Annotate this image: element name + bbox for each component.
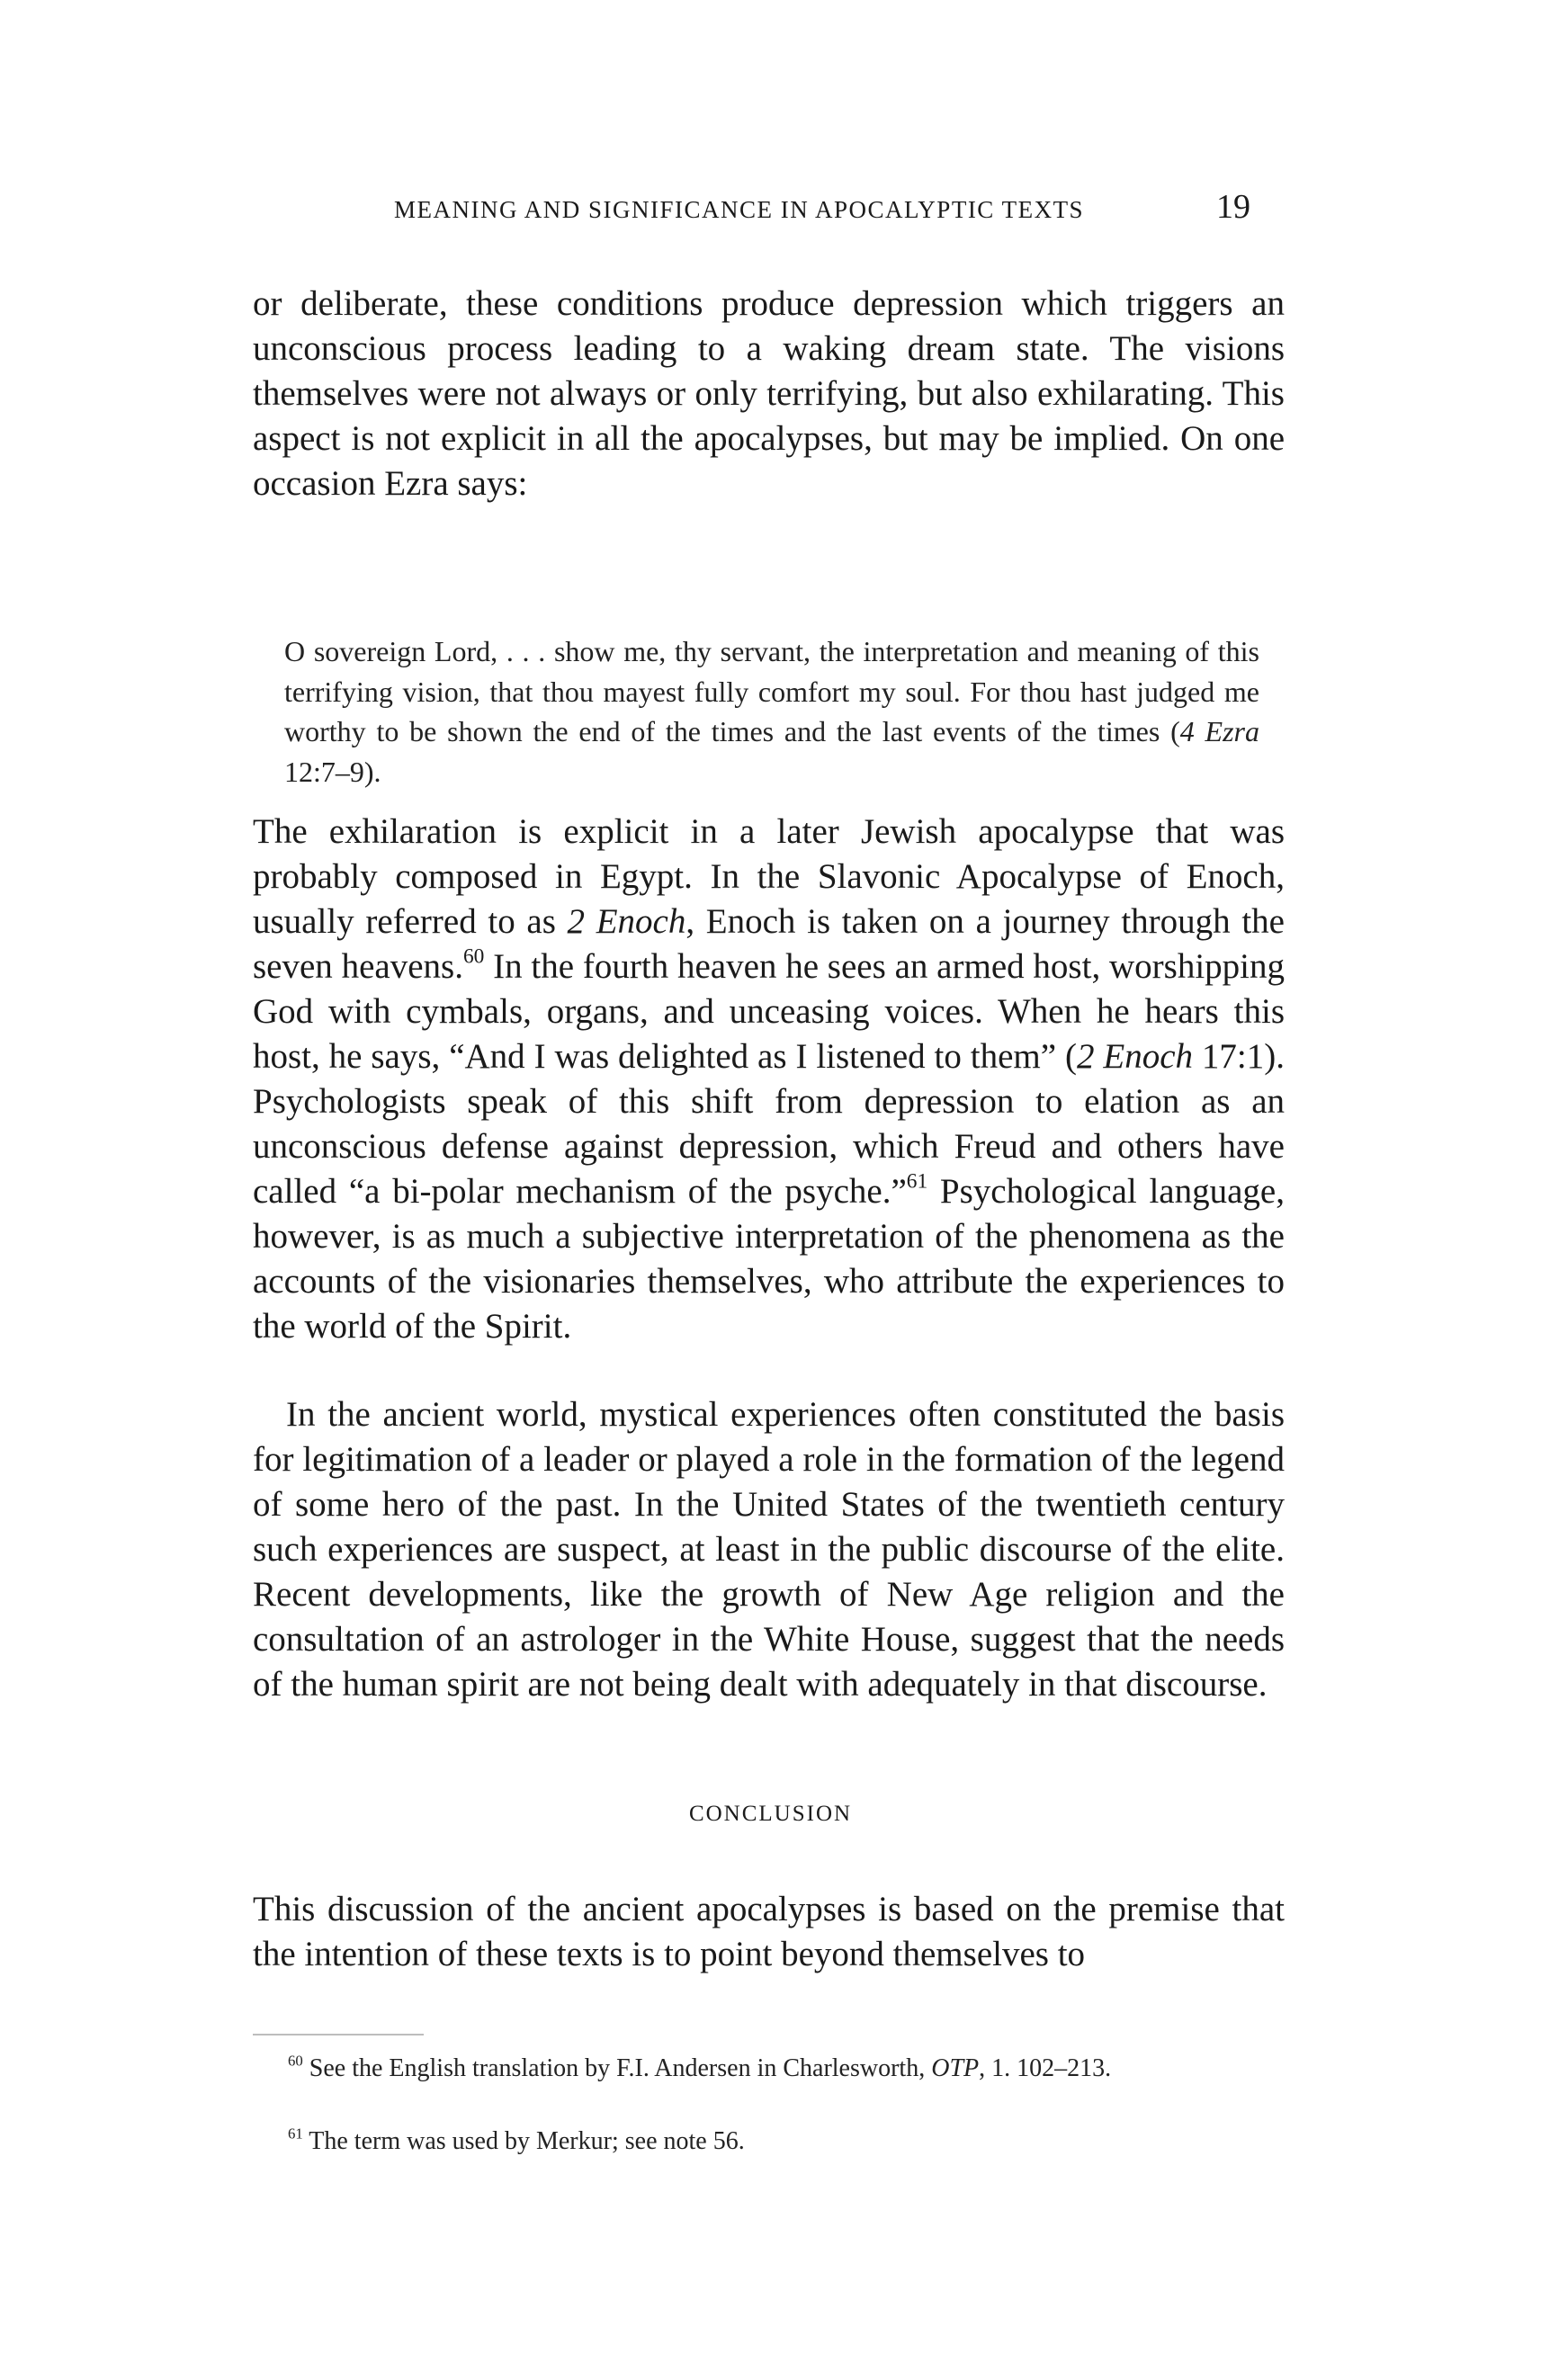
paragraph-4: This discussion of the ancient apocalypses is based on the premise that the intention of these texts is to point beyond themselves to [253, 1890, 1285, 1973]
running-head: MEANING AND SIGNIFICANCE IN APOCALYPTIC TEXTS [394, 196, 1085, 223]
p2-text-a: The exhilaration is explicit in a later Jewish apocalypse that was probably composed in Egypt. In the Slavonic Apocalypse of Enoch, usually referred to as [253, 812, 1285, 941]
footnote-rule [253, 2034, 424, 2036]
footnote-60 [253, 2052, 1285, 2086]
section-heading: CONCLUSION [688, 1802, 853, 1826]
p2-text-d: 17:1). Psychologists speak of this shift from depression to elation as an unconscious defense against depression, which Freud and others have called “a bi-polar mechanism of the psyche.” [253, 1037, 1285, 1211]
footnote-marker-61: 61 [288, 2125, 303, 2143]
footnote-ref-60[interactable]: 60 [462, 944, 485, 969]
paragraph-3: In the ancient world, mystical experiences often constituted the basis for legitimation of a leader or played a role in the formation of the legend of some hero of the past. In the United States of the twentieth century such experiences are suspect, at least in the public discourse of the elite. Recent developments, like the growth of New Age religion and the consultation of an astrologer in the White House, suggest that the needs of the human spirit are not being dealt with adequately in that discourse. [253, 1395, 1285, 1704]
p2-text-c: In the fourth heaven he sees an armed host, worshipping God with cymbals, organs, and unceasing voices. When he hears this host, he says, “And I was delighted as I listened to them” ( [253, 947, 1285, 1076]
page-number: 19 [1216, 188, 1250, 226]
paragraph-2 [253, 810, 1285, 1349]
footnote-61 [253, 2125, 1285, 2159]
quote-text: O sovereign Lord, . . . show me, thy servant, the interpretation and meaning of this terrifying vision, that thou mayest fully comfort my soul. For thou hast judged me worthy to be shown the end of the times and the last events of the times ( [284, 635, 1259, 747]
footnote-marker-60: 60 [288, 2052, 303, 2070]
footnote-60-title: OTP [931, 2054, 980, 2082]
p2-book-1: 2 Enoch [567, 902, 686, 941]
p2-book-2: 2 Enoch [1076, 1037, 1194, 1076]
block-quote [284, 631, 1259, 792]
quote-reference-verse: 12:7–9). [284, 755, 381, 788]
footnote-61-text: The term was used by Merkur; see note 56. [302, 2127, 745, 2155]
footnote-60-text-a: See the English translation by F.I. Andersen in Charlesworth, [302, 2054, 932, 2082]
p2-text-e: Psychological language, however, is as much a subjective interpretation of the phenomena as the accounts of the visionaries themselves, who attribute the experiences to the world of the Spirit. [253, 1172, 1285, 1346]
footnote-ref-61[interactable]: 61 [906, 1169, 928, 1194]
footnote-60-text-b: , 1. 102–213. [979, 2054, 1112, 2082]
quote-reference-book: 4 Ezra [1179, 715, 1260, 747]
paragraph-1: or deliberate, these conditions produce depression which triggers an unconscious process leading to a waking dream state. The visions themselves were not always or only terrifying, but also exhilarating. This aspect is not explicit in all the apocalypses, but may be implied. On one occasion Ezra says: [253, 284, 1285, 503]
p2-text-b: , Enoch is taken on a journey through the seven heavens. [253, 902, 1285, 986]
